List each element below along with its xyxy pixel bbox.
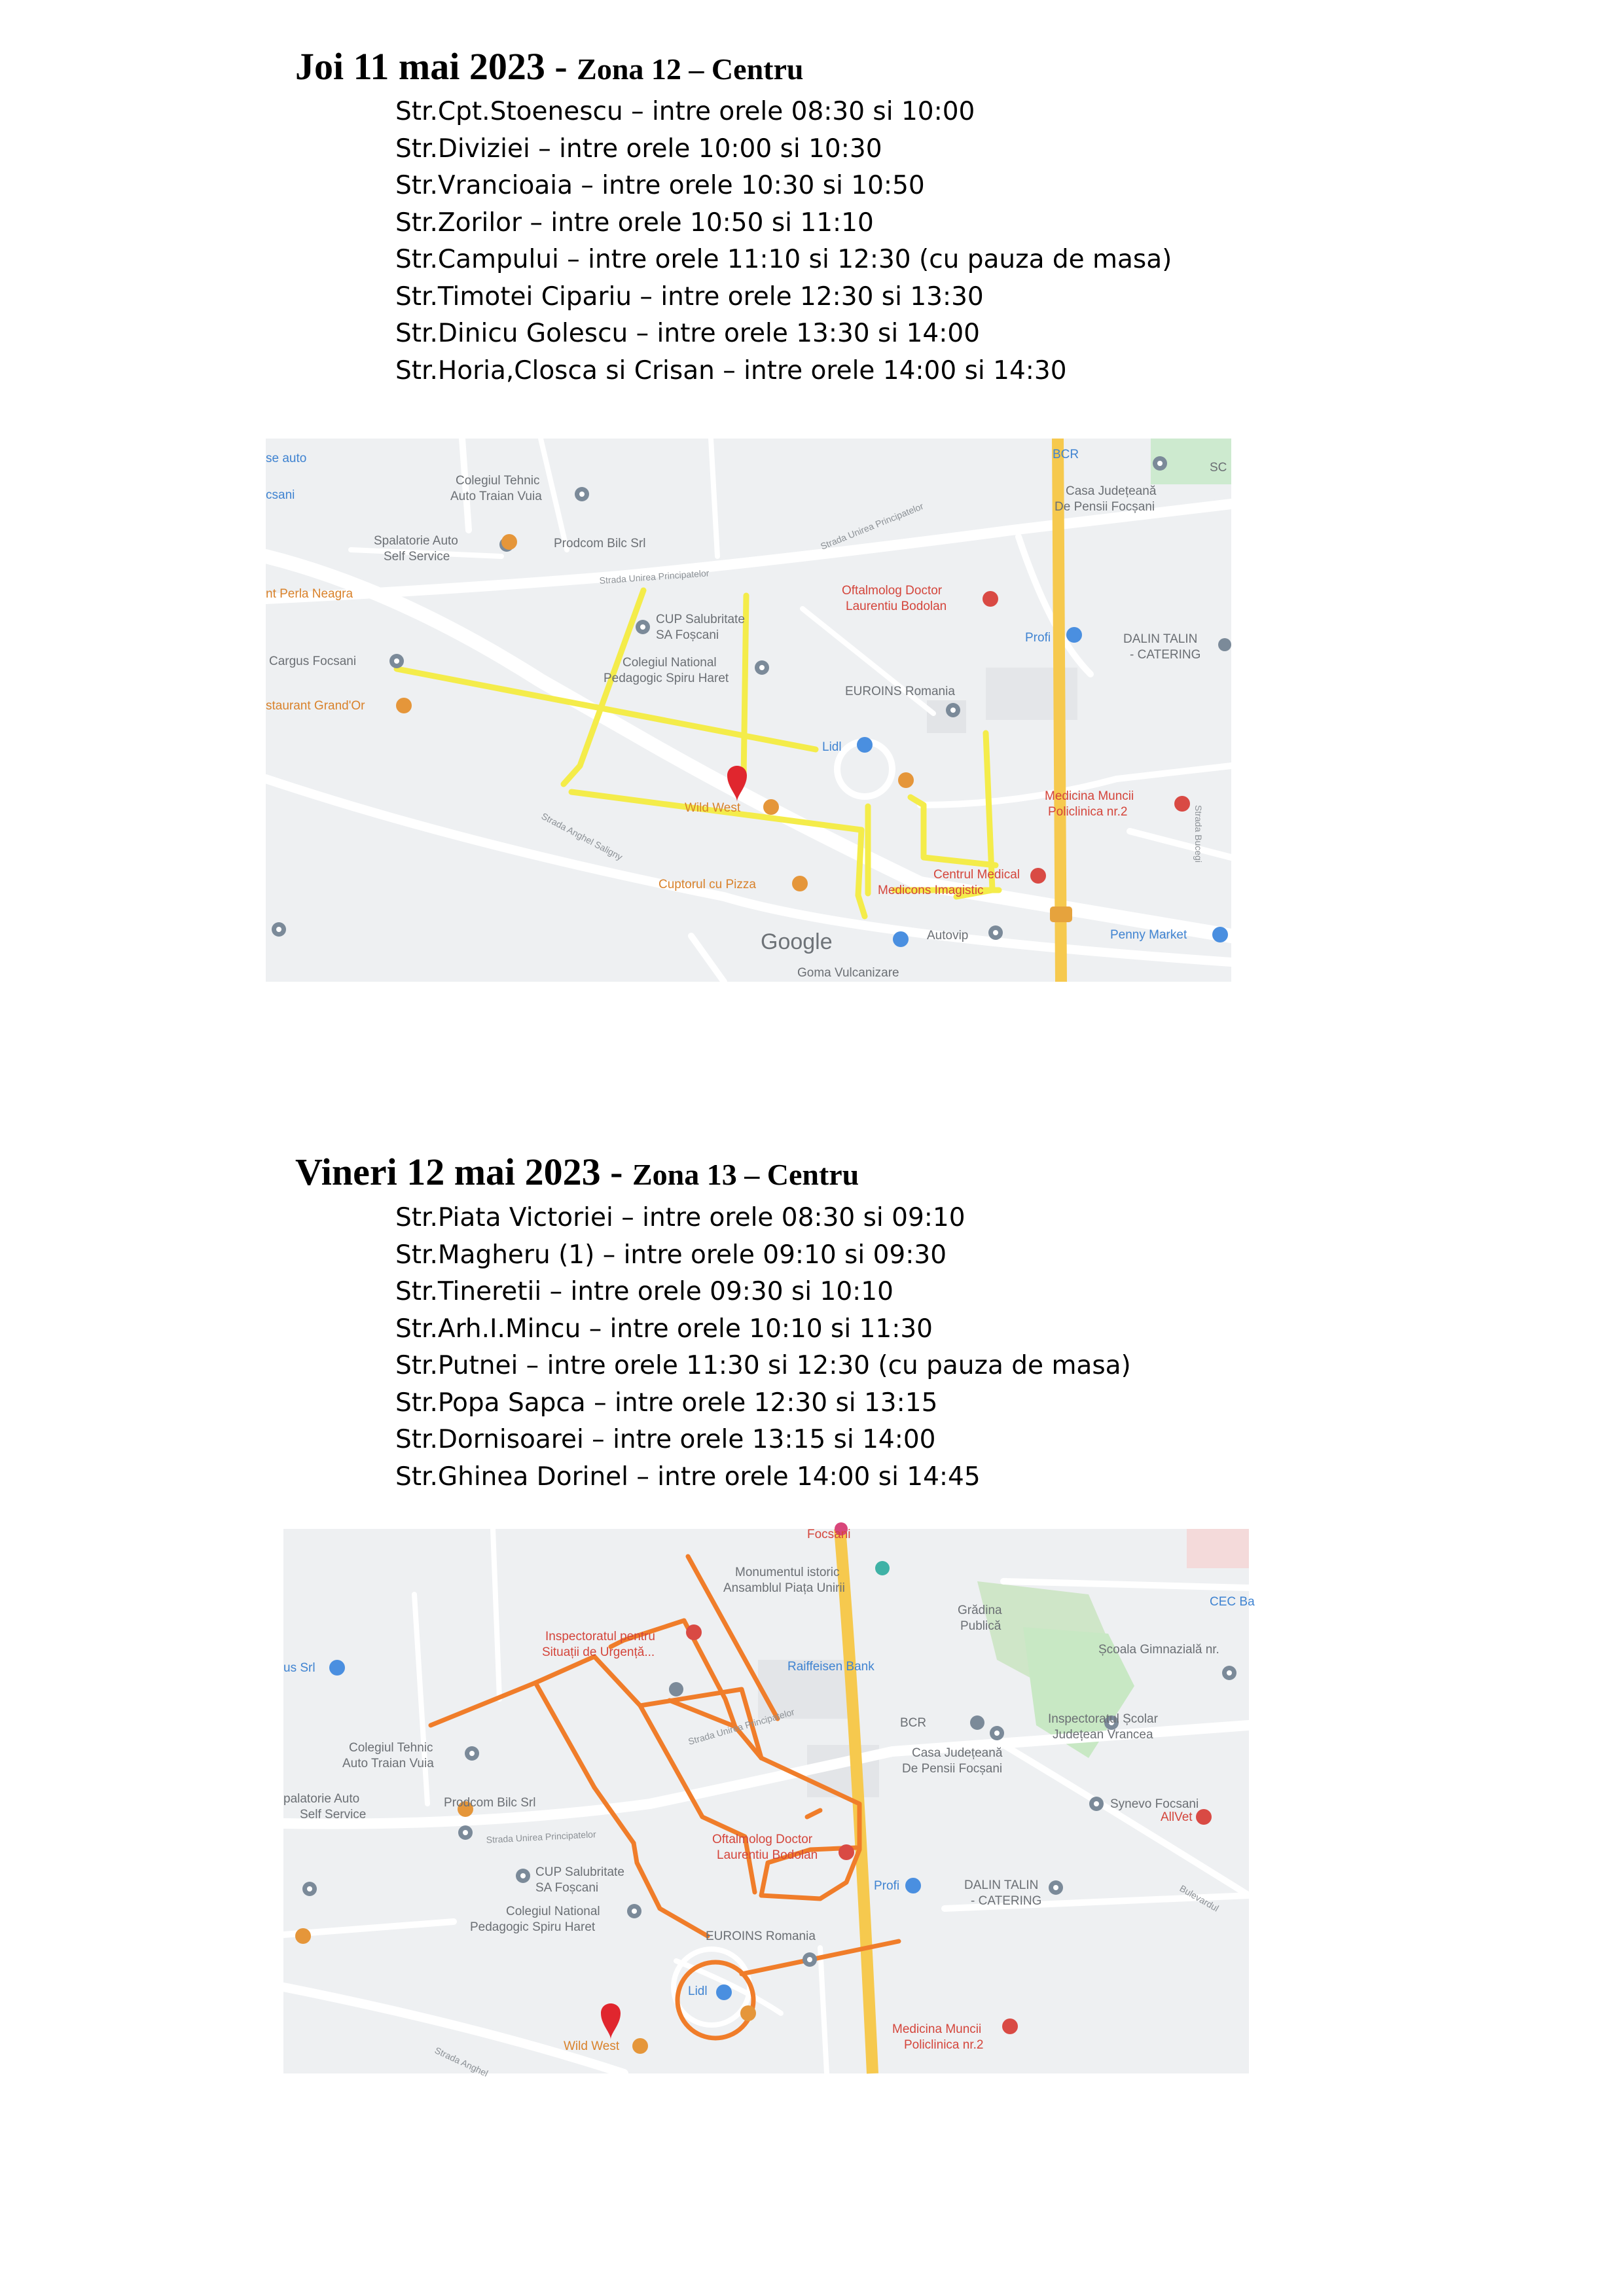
map-label: Oftalmolog Doctor: [842, 584, 943, 598]
map-label: Auto Traian Vuia: [450, 490, 542, 503]
schedule-item: Str.Magheru (1) – intre orele 09:10 si 09:30: [395, 1240, 947, 1270]
day1-date: Joi 11 mai 2023 -: [295, 45, 577, 88]
map-label: staurant Grand'Or: [266, 699, 365, 713]
map-label: Profi: [874, 1879, 900, 1893]
map-label: palatorie Auto: [283, 1792, 360, 1806]
map-label: Medicina Muncii: [1045, 789, 1134, 803]
map-label: De Pensii Focșani: [1055, 500, 1155, 514]
map-label: Profi: [1025, 631, 1051, 645]
map-label: De Pensii Focșani: [902, 1762, 1003, 1776]
schedule-item: Str.Piata Victoriei – intre orele 08:30 si 09:10: [395, 1203, 965, 1232]
day2-title: [295, 1150, 859, 1194]
map-label: Policlinica nr.2: [1048, 805, 1128, 819]
map-label: Auto Traian Vuia: [342, 1757, 434, 1770]
map-label: Lidl: [822, 740, 842, 754]
day1-route-map: [266, 439, 1231, 982]
schedule-item: Str.Dinicu Golescu – intre orele 13:30 si 14:00: [395, 319, 980, 348]
map-label: Spalatorie Auto: [374, 534, 458, 548]
google-logo: Google: [761, 929, 833, 954]
map-label: Pedagogic Spiru Haret: [470, 1920, 596, 1934]
map-label: Wild West: [564, 2039, 620, 2053]
map-label: nt Perla Neagra: [266, 587, 353, 601]
schedule-item: Str.Vrancioaia – intre orele 10:30 si 10:50: [395, 171, 925, 200]
map-label: Penny Market: [1110, 928, 1187, 942]
street-label: Strada Unirea Principatelor: [687, 1706, 796, 1747]
day1-schedule: [395, 94, 1172, 389]
map-label: Publică: [960, 1619, 1001, 1633]
schedule-item: Str.Arh.I.Mincu – intre orele 10:10 si 11:30: [395, 1314, 933, 1344]
map-label: us Srl: [283, 1661, 316, 1675]
map-label: Self Service: [384, 550, 450, 564]
street-label: Strada Anghel Saligny: [539, 810, 624, 863]
map-label: SA Foșcani: [535, 1881, 599, 1895]
schedule-item: Str.Timotei Cipariu – intre orele 12:30 si 13:30: [395, 281, 984, 312]
map-label: Laurentiu Bodolan: [717, 1848, 818, 1862]
map-label: csani: [266, 488, 295, 502]
map-label: Colegiul National: [623, 656, 717, 670]
map-label: Centrul Medical: [933, 868, 1020, 882]
map-label: Oftalmolog Doctor: [712, 1833, 813, 1846]
map-label: Autovip: [927, 929, 969, 942]
map-label: Casa Județeană: [1066, 484, 1157, 498]
map-label: Monumentul istoric: [735, 1566, 840, 1579]
schedule-item: Str.Zorilor – intre orele 10:50 si 11:10: [395, 207, 874, 238]
map-label: Medicons Imagistic: [878, 884, 984, 897]
schedule-item: Str.Horia,Closca si Crisan – intre orele 14:00 si 14:30: [395, 355, 1067, 386]
map-label: Synevo Focsani: [1110, 1797, 1199, 1811]
map-label: Cuptorul cu Pizza: [659, 878, 756, 891]
map-label: Casa Județeană: [912, 1746, 1003, 1760]
street-label: Strada Unirea Principatelor: [486, 1829, 597, 1845]
map-label: Raiffeisen Bank: [787, 1660, 875, 1674]
day2-map-canvas: [283, 1528, 1255, 2079]
map-label: Inspectoratul Școlar: [1048, 1712, 1158, 1726]
map-label: Medicina Muncii: [892, 2022, 982, 2036]
map-label: - CATERING: [1130, 648, 1201, 662]
map-label: Cargus Focsani: [269, 655, 357, 668]
map-label: Focsani: [807, 1528, 851, 1541]
day2-date: Vineri 12 mai 2023 -: [295, 1151, 632, 1193]
map-label: SA Foșcani: [656, 628, 719, 642]
map-label: BCR: [1053, 448, 1079, 461]
map-label: Colegiul Tehnic: [456, 474, 540, 488]
map-label: Wild West: [685, 801, 741, 815]
map-label: CUP Salubritate: [656, 613, 745, 626]
day2-route-map: [283, 1528, 1255, 2079]
map-label: CUP Salubritate: [535, 1865, 624, 1879]
schedule-item: Str.Diviziei – intre orele 10:00 si 10:30: [395, 134, 882, 164]
map-label: Policlinica nr.2: [904, 2038, 984, 2052]
map-label: CEC Ba: [1210, 1595, 1255, 1609]
day1-zone: Zona 12 – Centru: [577, 52, 804, 86]
map-label: Situații de Urgență...: [542, 1645, 655, 1659]
map-label: Colegiul Tehnic: [349, 1741, 433, 1755]
street-label: Strada Unirea Principatelor: [819, 500, 925, 552]
map-label: BCR: [900, 1716, 927, 1730]
map-label: Ansamblul Piața Unirii: [723, 1581, 845, 1595]
map-label: - CATERING: [971, 1894, 1042, 1908]
street-label: Bulevardul: [1178, 1882, 1221, 1914]
schedule-item: Str.Putnei – intre orele 11:30 si 12:30 (cu pauza de masa): [395, 1351, 1131, 1380]
street-label: Strada Unirea Principatelor: [599, 567, 710, 586]
map-label: Self Service: [300, 1808, 367, 1821]
map-label: SC: [1210, 461, 1227, 475]
map-label: Prodcom Bilc Srl: [444, 1796, 536, 1810]
map-label: Goma Vulcanizare: [797, 966, 899, 980]
schedule-item: Str.Tineretii – intre orele 09:30 si 10:10: [395, 1277, 893, 1306]
schedule-item: Str.Cpt.Stoenescu – intre orele 08:30 si 10:00: [395, 97, 975, 126]
map-label: AllVet: [1161, 1810, 1193, 1824]
map-label: Județean Vrancea: [1053, 1728, 1153, 1742]
map-label: Grădina: [958, 1604, 1002, 1617]
day1-map-canvas: [266, 439, 1231, 982]
map-label: Inspectoratul pentru: [545, 1630, 655, 1643]
map-label: EUROINS Romania: [706, 1929, 816, 1943]
day2-zone: Zona 13 – Centru: [632, 1158, 859, 1191]
schedule-item: Str.Popa Sapca – intre orele 12:30 si 13:15: [395, 1388, 938, 1418]
map-label: Colegiul National: [506, 1905, 600, 1918]
main-avenue: [1058, 439, 1061, 982]
street-label: Strada Anghel: [433, 2045, 490, 2079]
map-label: DALIN TALIN: [1123, 632, 1198, 646]
schedule-item: Str.Ghinea Dorinel – intre orele 14:00 si 14:45: [395, 1462, 981, 1492]
map-label: Lidl: [688, 1984, 708, 1998]
schedule-item: Str.Campului – intre orele 11:10 si 12:30 (cu pauza de masa): [395, 245, 1172, 274]
day1-title: [295, 45, 803, 88]
map-label: Pedagogic Spiru Haret: [604, 672, 729, 685]
schedule-item: Str.Dornisoarei – intre orele 13:15 si 14:00: [395, 1425, 936, 1454]
map-label: Școala Gimnazială nr.: [1098, 1643, 1219, 1657]
map-label: DALIN TALIN: [964, 1878, 1039, 1892]
day2-schedule: [395, 1200, 1131, 1496]
map-label: EUROINS Romania: [845, 685, 955, 698]
street-label: Strada Bucegi: [1193, 805, 1204, 863]
map-label: Prodcom Bilc Srl: [554, 537, 646, 550]
map-label: se auto: [266, 452, 307, 465]
map-label: Laurentiu Bodolan: [846, 600, 947, 613]
